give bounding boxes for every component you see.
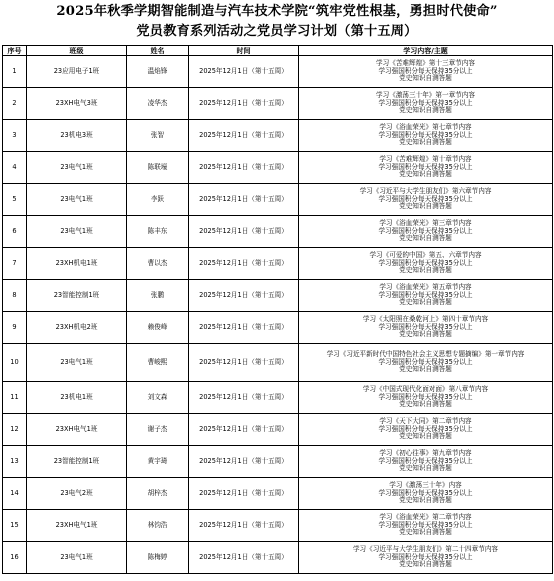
table-row <box>3 56 553 88</box>
content-line: 党史知识自测答题 <box>399 464 452 473</box>
header-content: 学习内容/主题 <box>299 46 553 56</box>
cell-class: 23XH电气1班 <box>27 510 127 542</box>
content-line: 党史知识自测答题 <box>399 432 452 441</box>
cell-class: 23电气1班 <box>27 152 127 184</box>
table-row <box>3 184 553 216</box>
content-line: 学习《浴血荣光》第七章节内容 <box>379 122 472 131</box>
content-line: 学习《激荡三十年》第一章节内容 <box>376 90 475 99</box>
content-line: 学习《习近平与大学生朋友们》第六章节内容 <box>359 186 492 195</box>
cell-no: 8 <box>3 280 27 312</box>
table-row <box>3 280 553 312</box>
content-line: 党史知识自测答题 <box>399 496 452 505</box>
content-line: 党史知识自测答题 <box>399 365 452 374</box>
content-line: 学习强国积分每天保持35分以上 <box>378 98 473 107</box>
content-line: 学习强国积分每天保持35分以上 <box>378 357 473 366</box>
content-line: 党史知识自测答题 <box>399 106 452 115</box>
table-row <box>3 344 553 382</box>
cell-time: 2025年12月1日（第十五周） <box>189 542 299 574</box>
cell-time: 2025年12月1日（第十五周） <box>189 56 299 88</box>
table-row <box>3 446 553 478</box>
content-line: 学习强国积分每天保持35分以上 <box>378 552 473 561</box>
cell-name: 陈联壕 <box>127 152 189 184</box>
content-line: 学习强国积分每天保持35分以上 <box>378 194 473 203</box>
cell-time: 2025年12月1日（第十五周） <box>189 248 299 280</box>
cell-name: 曹以杰 <box>127 248 189 280</box>
cell-name: 张智 <box>127 120 189 152</box>
content-line: 学习《中国式现代化面对面》第八章节内容 <box>362 384 489 393</box>
cell-time: 2025年12月1日（第十五周） <box>189 88 299 120</box>
content-line: 学习《天下大同》第二章节内容 <box>379 416 472 425</box>
cell-class: 23机电3班 <box>27 120 127 152</box>
cell-content <box>299 414 553 446</box>
content-line: 党史知识自测答题 <box>399 400 452 409</box>
cell-name: 凌华杰 <box>127 88 189 120</box>
cell-class: 23电气1班 <box>27 216 127 248</box>
cell-time: 2025年12月1日（第十五周） <box>189 280 299 312</box>
cell-content <box>299 382 553 414</box>
content-line: 学习强国积分每天保持35分以上 <box>378 322 473 331</box>
content-line: 学习强国积分每天保持35分以上 <box>378 226 473 235</box>
content-line: 党史知识自测答题 <box>399 138 452 147</box>
cell-no: 13 <box>3 446 27 478</box>
cell-content <box>299 248 553 280</box>
cell-name: 胡梓杰 <box>127 478 189 510</box>
cell-no: 12 <box>3 414 27 446</box>
content-line: 党史知识自测答题 <box>399 298 452 307</box>
cell-class: 23应用电子1班 <box>27 56 127 88</box>
cell-no: 6 <box>3 216 27 248</box>
table-row <box>3 248 553 280</box>
cell-name: 林钧浩 <box>127 510 189 542</box>
cell-class: 23电气1班 <box>27 542 127 574</box>
cell-name: 张鹏 <box>127 280 189 312</box>
cell-time: 2025年12月1日（第十五周） <box>189 312 299 344</box>
cell-name: 谢子杰 <box>127 414 189 446</box>
content-line: 学习强国积分每天保持35分以上 <box>378 488 473 497</box>
content-line: 学习强国积分每天保持35分以上 <box>378 392 473 401</box>
table-row <box>3 478 553 510</box>
content-line: 学习强国积分每天保持35分以上 <box>378 290 473 299</box>
content-line: 学习《可爱的中国》第五、六章节内容 <box>369 250 482 259</box>
cell-content <box>299 510 553 542</box>
cell-content <box>299 344 553 382</box>
content-line: 学习《浴血荣光》第三章节内容 <box>379 218 472 227</box>
cell-content <box>299 542 553 574</box>
study-plan-table <box>2 45 553 574</box>
header-name: 姓名 <box>127 46 189 56</box>
cell-class: 23XH电气1班 <box>27 414 127 446</box>
content-line: 学习《激荡三十年》内容 <box>389 480 462 489</box>
cell-no: 7 <box>3 248 27 280</box>
content-line: 学习《初心往事》第九章节内容 <box>379 448 472 457</box>
document-title-line-1: 2025年秋季学期智能制造与汽车技术学院“筑牢党性根基，勇担时代使命” <box>56 4 498 19</box>
content-line: 学习《苦难辉煌》第十三章节内容 <box>376 58 475 67</box>
content-line: 学习《苦难辉煌》第十章节内容 <box>379 154 472 163</box>
cell-class: 23XH电气3班 <box>27 88 127 120</box>
cell-name: 李跃 <box>127 184 189 216</box>
cell-content <box>299 312 553 344</box>
cell-time: 2025年12月1日（第十五周） <box>189 382 299 414</box>
content-line: 学习《浴血荣光》第五章节内容 <box>379 282 472 291</box>
cell-content <box>299 216 553 248</box>
cell-no: 14 <box>3 478 27 510</box>
cell-time: 2025年12月1日（第十五周） <box>189 216 299 248</box>
cell-no: 1 <box>3 56 27 88</box>
content-line: 党史知识自测答题 <box>399 234 452 243</box>
content-line: 党史知识自测答题 <box>399 528 452 537</box>
header-class: 班级 <box>27 46 127 56</box>
cell-name: 赖俊峰 <box>127 312 189 344</box>
cell-no: 15 <box>3 510 27 542</box>
cell-class: 23电气1班 <box>27 344 127 382</box>
document-title-line-2: 党员教育系列活动之党员学习计划（第十五周） <box>136 24 418 39</box>
table-row <box>3 382 553 414</box>
cell-no: 5 <box>3 184 27 216</box>
cell-name: 温焰锋 <box>127 56 189 88</box>
content-line: 学习强国积分每天保持35分以上 <box>378 162 473 171</box>
cell-name: 陈丰东 <box>127 216 189 248</box>
cell-no: 16 <box>3 542 27 574</box>
cell-class: 23智能控制1班 <box>27 446 127 478</box>
cell-no: 2 <box>3 88 27 120</box>
content-line: 学习强国积分每天保持35分以上 <box>378 130 473 139</box>
cell-no: 11 <box>3 382 27 414</box>
cell-time: 2025年12月1日（第十五周） <box>189 344 299 382</box>
cell-content <box>299 478 553 510</box>
cell-class: 23XH机电2班 <box>27 312 127 344</box>
cell-no: 4 <box>3 152 27 184</box>
cell-content <box>299 280 553 312</box>
cell-time: 2025年12月1日（第十五周） <box>189 478 299 510</box>
content-line: 党史知识自测答题 <box>399 330 452 339</box>
content-line: 党史知识自测答题 <box>399 202 452 211</box>
cell-class: 23电气2班 <box>27 478 127 510</box>
cell-time: 2025年12月1日（第十五周） <box>189 414 299 446</box>
cell-class: 23智能控制1班 <box>27 280 127 312</box>
cell-no: 3 <box>3 120 27 152</box>
cell-content <box>299 88 553 120</box>
cell-content <box>299 184 553 216</box>
cell-class: 23电气1班 <box>27 184 127 216</box>
table-row <box>3 152 553 184</box>
cell-name: 曹峻熙 <box>127 344 189 382</box>
table-row <box>3 542 553 574</box>
content-line: 学习《太阳照在桑乾河上》第四十章节内容 <box>362 314 489 323</box>
cell-content <box>299 152 553 184</box>
cell-content <box>299 446 553 478</box>
content-line: 党史知识自测答题 <box>399 74 452 83</box>
table-row <box>3 88 553 120</box>
content-line: 学习《习近平与大学生朋友们》第二十四章节内容 <box>352 544 499 553</box>
table-row <box>3 216 553 248</box>
table-row <box>3 510 553 542</box>
content-line: 党史知识自测答题 <box>399 266 452 275</box>
cell-time: 2025年12月1日（第十五周） <box>189 152 299 184</box>
cell-no: 10 <box>3 344 27 382</box>
cell-name: 黄宇琦 <box>127 446 189 478</box>
header-no: 序号 <box>3 46 27 56</box>
header-time: 时间 <box>189 46 299 56</box>
cell-no: 9 <box>3 312 27 344</box>
table-row <box>3 120 553 152</box>
content-line: 学习强国积分每天保持35分以上 <box>378 456 473 465</box>
table-header-row <box>3 46 553 56</box>
content-line: 党史知识自测答题 <box>399 560 452 569</box>
cell-time: 2025年12月1日（第十五周） <box>189 120 299 152</box>
table-row <box>3 312 553 344</box>
table-row <box>3 414 553 446</box>
cell-content <box>299 120 553 152</box>
content-line: 学习《浴血荣光》第二章节内容 <box>379 512 472 521</box>
cell-class: 23机电1班 <box>27 382 127 414</box>
content-line: 学习《习近平新时代中国特色社会主义思想专题摘编》第一章节内容 <box>326 349 525 358</box>
cell-name: 刘文森 <box>127 382 189 414</box>
content-line: 学习强国积分每天保持35分以上 <box>378 66 473 75</box>
cell-content <box>299 56 553 88</box>
cell-time: 2025年12月1日（第十五周） <box>189 446 299 478</box>
content-line: 党史知识自测答题 <box>399 170 452 179</box>
cell-time: 2025年12月1日（第十五周） <box>189 510 299 542</box>
content-line: 学习强国积分每天保持35分以上 <box>378 258 473 267</box>
content-line: 学习强国积分每天保持35分以上 <box>378 424 473 433</box>
cell-name: 陈梅婷 <box>127 542 189 574</box>
content-line: 学习强国积分每天保持35分以上 <box>378 520 473 529</box>
cell-time: 2025年12月1日（第十五周） <box>189 184 299 216</box>
cell-class: 23XH机电1班 <box>27 248 127 280</box>
